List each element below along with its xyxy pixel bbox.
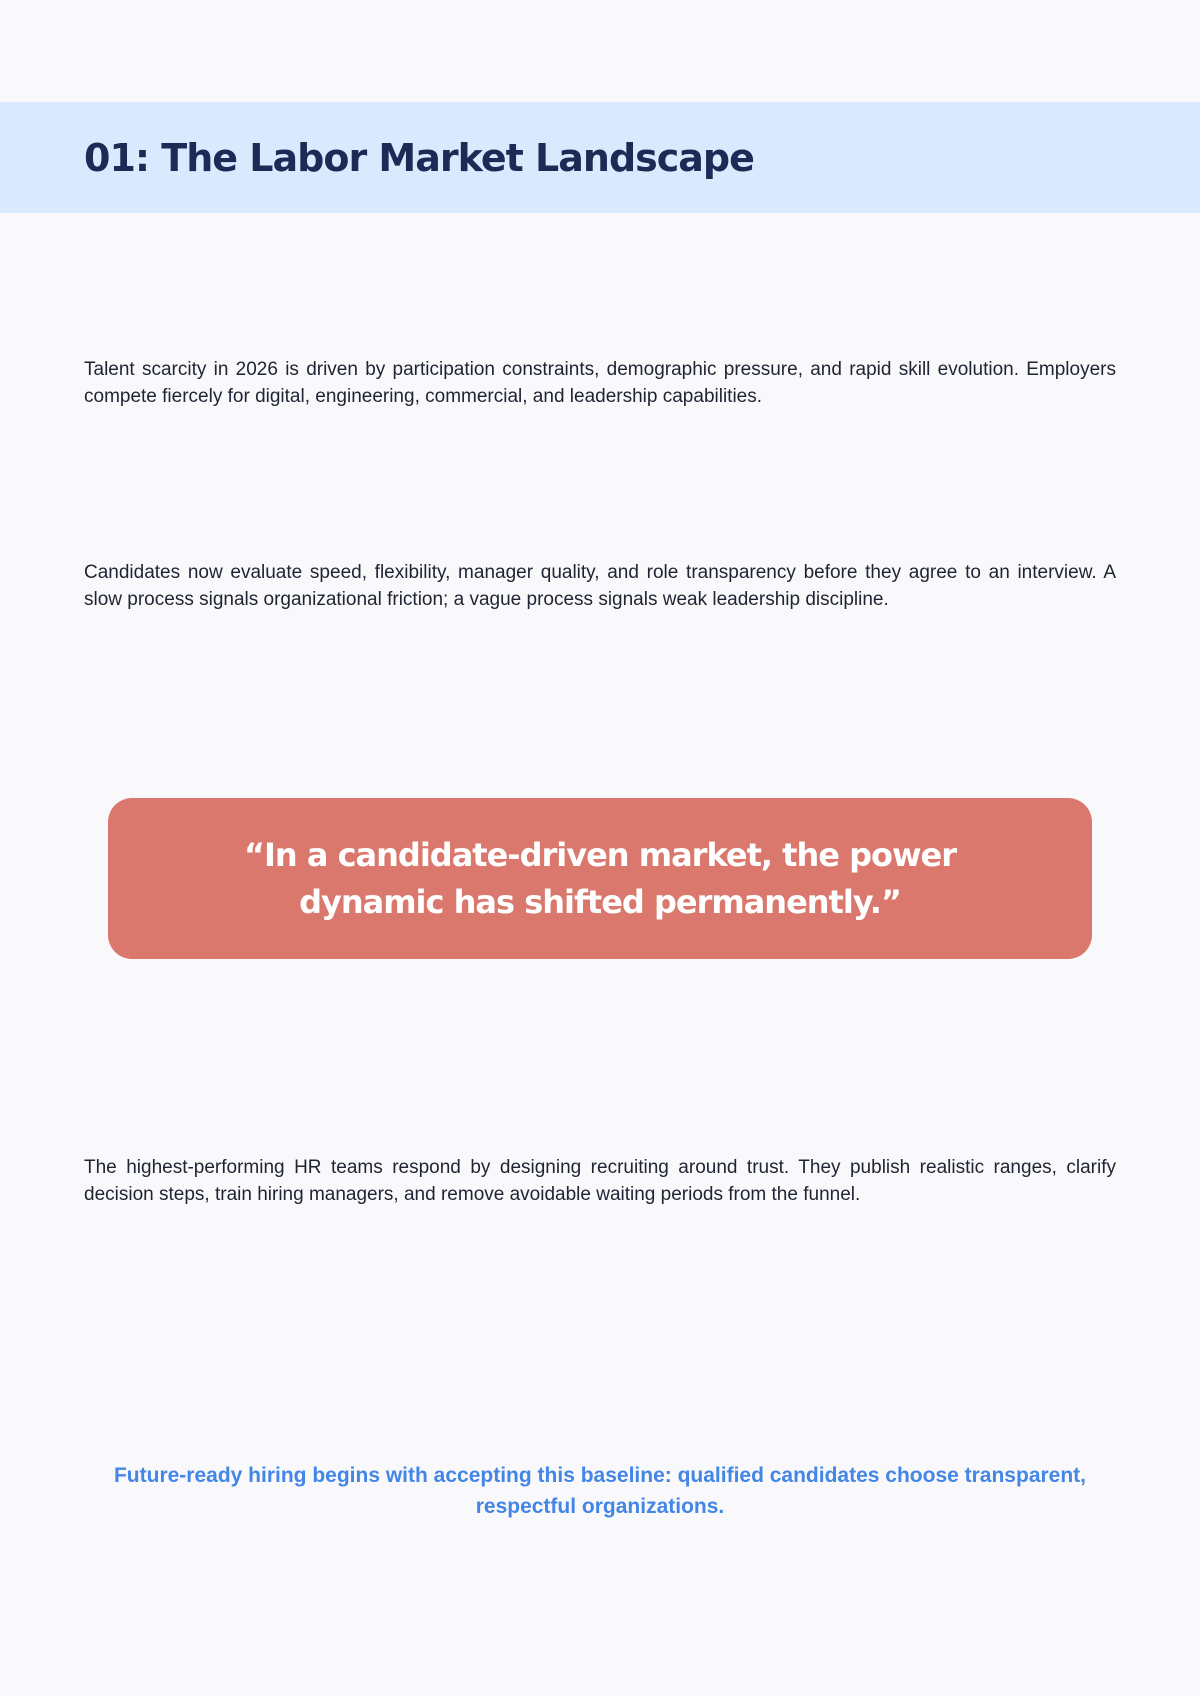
page-title: 01: The Labor Market Landscape (84, 136, 754, 180)
body-paragraph-talent-scarcity: Talent scarcity in 2026 is driven by participation constraints, demographic pressure, and rapid skill evolution. Employers compete fiercely for digital, engineering, commercial, and leadership capabilities. (84, 359, 1116, 407)
pull-quote-box (108, 798, 1092, 959)
closing-statement: Future-ready hiring begins with accepting this baseline: qualified candidates choose transparent, respectful organizations. (113, 1464, 1087, 1518)
pull-quote-text: “In a candidate-driven market, the power dynamic has shifted permanently.” (243, 835, 957, 921)
body-paragraph-candidates: Candidates now evaluate speed, flexibility, manager quality, and role transparency before they agree to an interview. A slow process signals organizational friction; a vague process signals weak leadership discipline. (84, 562, 1116, 610)
body-paragraph-hr-teams: The highest-performing HR teams respond by designing recruiting around trust. They publish realistic ranges, clarify decision steps, train hiring managers, and remove avoidable waiting periods from the funnel. (84, 1157, 1116, 1205)
